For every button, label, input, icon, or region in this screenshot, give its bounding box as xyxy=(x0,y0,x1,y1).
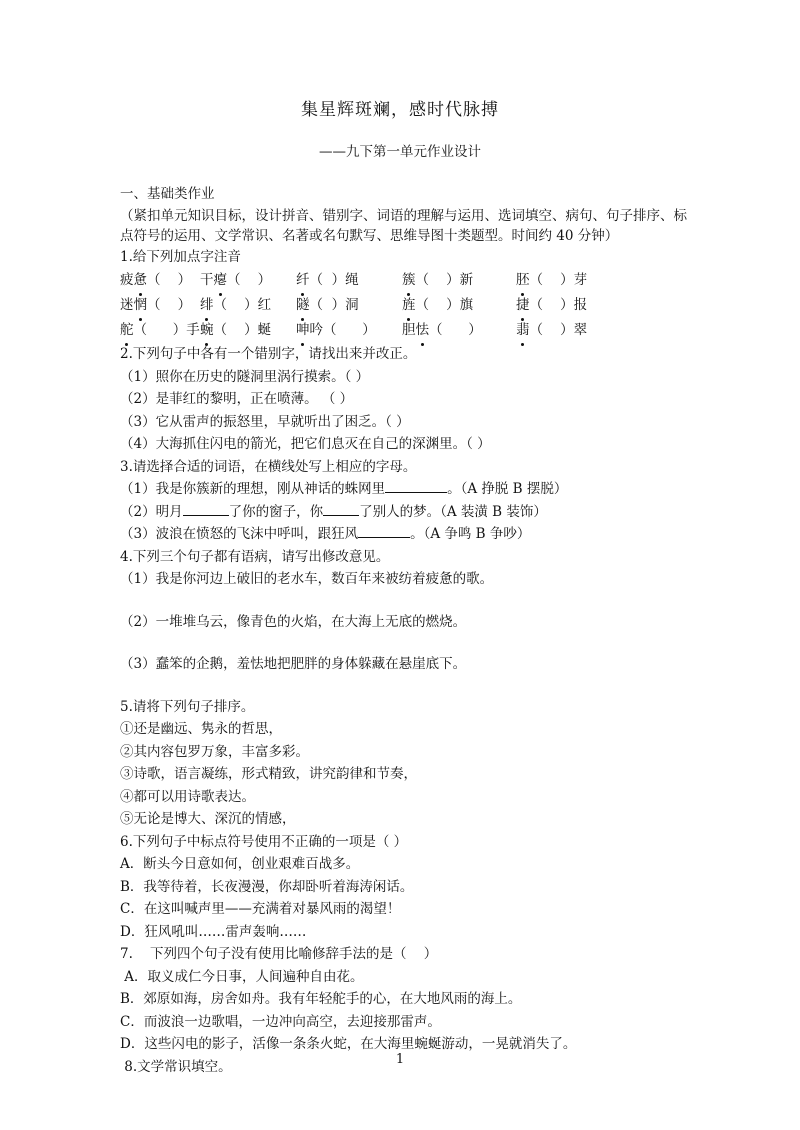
dotted-char: 怯 xyxy=(416,318,430,343)
q1-row xyxy=(120,318,700,343)
pinyin-item[interactable] xyxy=(296,268,359,293)
q5-item: ②其内容包罗万象，丰富多彩。 xyxy=(120,743,309,760)
q1-heading: 1.给下列加点字注音 xyxy=(120,248,241,265)
pinyin-item[interactable] xyxy=(200,268,271,293)
answer-bracket: （ ）旗 xyxy=(415,297,474,313)
q3-item xyxy=(120,501,700,524)
section-description: （紧扣单元知识目标，设计拼音、错别字、词语的理解与运用、选词填空、病句、句子排序、标点符号的运用、文学常识、名著或名句默写、思维导图十类题型。时间约 40 分钟） xyxy=(120,207,687,244)
q2-item: （3）它从雷声的振怒里，早就听出了困乏。（ ） xyxy=(120,413,410,430)
q7-option: D．这些闪电的影子，活像一条条火蛇，在大海里蜿蜒游动，一晃就消失了。 xyxy=(120,1036,577,1052)
word-char: 迷 xyxy=(120,297,134,313)
answer-bracket: （ ） xyxy=(227,272,272,288)
q5-item: ③诗歌，语言凝练，形式精致，讲究韵律和节奏， xyxy=(120,766,417,782)
answer-bracket: （ ）芽 xyxy=(529,272,588,288)
dotted-char: 绯 xyxy=(200,293,214,318)
document-subtitle: ——九下第一单元作业设计 xyxy=(319,144,481,160)
dotted-char: 隧 xyxy=(296,293,310,318)
dotted-char: 捷 xyxy=(516,293,530,318)
answer-blank[interactable] xyxy=(323,501,359,516)
dotted-char: 惫 xyxy=(134,268,148,293)
pinyin-item[interactable] xyxy=(200,293,271,318)
dotted-char: 瘪 xyxy=(214,268,228,293)
page-number: 1 xyxy=(395,1052,405,1067)
pinyin-item[interactable] xyxy=(402,268,473,293)
q3-heading: 3.请选择合适的词语，在横线处写上相应的字母。 xyxy=(120,458,417,475)
pinyin-item[interactable] xyxy=(200,318,271,343)
pinyin-item[interactable] xyxy=(402,318,482,343)
pinyin-item[interactable] xyxy=(120,318,200,343)
q5-item: ④都可以用诗歌表达。 xyxy=(120,788,255,805)
answer-bracket: （ ）蜒 xyxy=(213,322,272,338)
answer-bracket: 吟（ ） xyxy=(309,322,376,338)
q3-text: （2）明月 xyxy=(120,503,183,520)
q7-option: B．郊原如海，房舍如舟。我有年轻舵手的心，在大地风雨的海上。 xyxy=(120,991,522,1007)
dotted-char: 蜿 xyxy=(200,318,214,343)
q2-item: （4）大海抓住闪电的箭光，把它们息灭在自己的深渊里。（ ） xyxy=(120,436,491,452)
q3-text: 了你的窗子，你 xyxy=(228,503,324,520)
answer-bracket: （ ）翠 xyxy=(529,322,588,338)
answer-bracket: （ ）新 xyxy=(415,272,474,288)
q6-heading: 6.下列句子中标点符号使用不正确的一项是（ ） xyxy=(120,833,408,850)
answer-bracket: （ ）报 xyxy=(529,297,588,313)
q2-item: （1）照你在历史的隧洞里涡行摸索。（ ） xyxy=(120,368,370,385)
answer-space[interactable] xyxy=(120,676,700,696)
pinyin-item[interactable] xyxy=(120,268,191,293)
q1-row xyxy=(120,293,700,318)
q1-row xyxy=(120,268,700,293)
answer-bracket: （ ）红 xyxy=(213,297,272,313)
pinyin-item[interactable] xyxy=(516,268,587,293)
document-title: 集星辉斑斓，感时代脉搏 xyxy=(301,100,499,120)
answer-bracket: （ ）绳 xyxy=(309,272,359,288)
answer-blank[interactable] xyxy=(385,478,447,493)
q6-option: B．我等待着，长夜漫漫，你却卧听着海涛闲话。 xyxy=(120,878,414,895)
section-heading: 一、基础类作业 xyxy=(120,186,215,202)
q6-option: C．在这叫喊声里——充满着对暴风雨的渴望！ xyxy=(120,901,401,917)
answer-space[interactable] xyxy=(120,633,700,653)
answer-bracket: （ ） xyxy=(147,297,192,313)
word-char: 干 xyxy=(200,272,214,288)
q3-item xyxy=(120,523,700,546)
q8-heading: 8.文学常识填空。 xyxy=(120,1058,232,1075)
q3-text: 。（A 争鸣 B 争吵） xyxy=(410,526,531,542)
q3-text: 。（A 挣脱 B 摆脱） xyxy=(447,481,568,497)
answer-space[interactable] xyxy=(120,591,700,611)
answer-blank[interactable] xyxy=(358,523,410,538)
q3-item xyxy=(120,478,700,501)
q3-text: （3）波浪在愤怒的飞沫中呼叫，跟狂风 xyxy=(120,526,359,542)
answer-blank[interactable] xyxy=(183,501,229,516)
q3-text: 了别人的梦。（A 装潢 B 装饰） xyxy=(359,503,547,520)
q2-item: （2）是菲红的黎明，正在喷薄。 （ ） xyxy=(120,391,354,407)
dotted-char: 呻 xyxy=(296,318,310,343)
q6-option: A．断头今日意如何，创业艰难百战多。 xyxy=(120,856,360,872)
q7-option: C．而波浪一边歌唱，一边冲向高空，去迎接那雷声。 xyxy=(120,1013,441,1030)
q6-option: D．狂风吼叫……雷声轰响…… xyxy=(120,923,307,940)
dotted-char: 惘 xyxy=(134,293,148,318)
q5-item: ⑤无论是博大、深沉的情感， xyxy=(120,811,296,827)
word-char: 疲 xyxy=(120,272,134,288)
q1-pinyin-grid xyxy=(120,268,700,343)
pinyin-item[interactable] xyxy=(516,318,587,343)
q4-item: （1）我是你河边上破旧的老水车，数百年来被纺着疲惫的歌。 xyxy=(120,571,494,587)
dotted-char: 纤 xyxy=(296,268,310,293)
document-body xyxy=(120,183,700,1078)
dotted-char: 簇 xyxy=(402,268,416,293)
q4-item: （3）蠢笨的企鹅，羞怯地把肥胖的身体躲藏在悬崖底下。 xyxy=(120,656,467,672)
pinyin-item[interactable] xyxy=(402,293,473,318)
pinyin-item[interactable] xyxy=(516,293,587,318)
pinyin-item[interactable] xyxy=(120,293,191,318)
answer-bracket: （ ）手 xyxy=(133,322,200,338)
dotted-char: 翡 xyxy=(516,318,530,343)
dotted-char: 胚 xyxy=(516,268,530,293)
dotted-char: 旌 xyxy=(402,293,416,318)
q4-item: （2）一堆堆乌云，像青色的火焰，在大海上无底的燃烧。 xyxy=(120,613,467,630)
q5-heading: 5.请将下列句子排序。 xyxy=(120,698,255,715)
q7-heading: 7. 下列四个句子没有使用比喻修辞手法的是（ ） xyxy=(120,946,438,962)
answer-bracket: （ ） xyxy=(147,272,192,288)
q3-text: （1）我是你簇新的理想，刚从神话的蛛网里 xyxy=(120,481,386,497)
q2-heading: 2.下列句子中各有一个错别字，请找出来并改正。 xyxy=(120,346,417,362)
word-char: 胆 xyxy=(402,322,416,338)
dotted-char: 舵 xyxy=(120,318,134,343)
answer-bracket: （ ）洞 xyxy=(309,297,359,313)
answer-bracket: （ ） xyxy=(429,322,482,338)
pinyin-item[interactable] xyxy=(296,293,359,318)
pinyin-item[interactable] xyxy=(296,318,376,343)
q4-heading: 4.下列三个句子都有语病，请写出修改意见。 xyxy=(120,548,390,565)
q7-option: A．取义成仁今日事，人间遍种自由花。 xyxy=(120,968,364,985)
q5-item: ①还是幽远、隽永的哲思， xyxy=(120,721,282,737)
